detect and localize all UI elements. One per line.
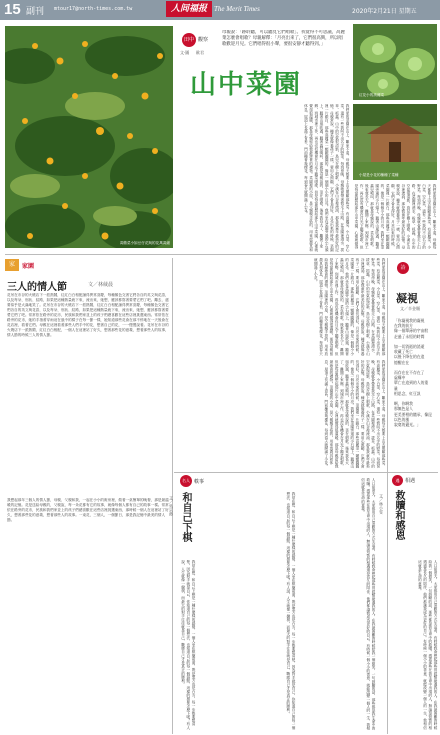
essay-right-author: 文／林小雯 [379, 494, 384, 514]
main-body-text-3: 我們家的菜園在山上，離家不遠，母親每天都要上山去照顧那些菜，有高麗菜、小白菜、空心菜，還有一些我叫不出名字的野菜。每到傍晚，母親就會帶著我走上山路，在菜園裡澆水、拔草、抓蟲。山中的空氣很清新，鳥兒在樹上唱歌，小溪在山谷裡流淌，那是我童年最美好的記憶。母親常說，種菜就像養孩子一樣，要用心照顧，它們才會長得好。月亮出來的時候，菜園裡一片銀白，那些高麗菜一顆顆圓圓的，像是一個個小小的月亮。我們坐在菜園旁邊的小石頭上，聽著山風吹過，聽著蟲兒鳴叫，那就是母親說的，菜在唱歌。後來我長大了，離開了家鄉，到城市裡工作，再也沒有機會在月光下聽菜唱歌，但是每當我想起那片山中菜園，心裡就覺得很溫暖，那是母親留給我最珍貴的禮物。菜園裡的小屋，是父親親手搭的，用來放農具和休息，屋頂上長滿了青苔，門前種著幾棵花，每到春天就開滿了小花。 [314, 258, 386, 356]
cabin-photo [353, 104, 437, 180]
divider-vertical-right [387, 258, 388, 734]
essay-right-title: 救贖和感恩 [393, 490, 404, 540]
poem-line: 以後下降在的在追 [394, 354, 425, 360]
poem-tag: 詩 [397, 262, 409, 274]
flower-photo [5, 26, 173, 248]
poem-line: 而存在在不存在了 [394, 370, 425, 375]
essay-left-body-2: 我想起那年三個人的情人節，母親、父親和我，一起在小小的廚房裡，做著一桌簡單的晚餐，那是最溫暖的記憶。花是送給母親的，父親說，每一朵花都有它的故事，就像每個人都有自己的故事一樣。常常依在路旁的花市，民族和我們家並上的孩子們總喜歡在這些店裡挑選東西，那時候一個人在這裡站了好久，想著那些花的意義，想著那些人的故事。一束花，三個人，一個節日，那是我記憶中最美的情人節。 [7, 498, 169, 522]
intro-tag2: 觀察 [198, 37, 209, 43]
poem-line: 那無色是人 [394, 406, 413, 412]
header-date: 2020年2月21日 星期五 [352, 8, 417, 15]
section-label: 副刊 [26, 7, 45, 17]
poem-line: 收藏了死亡 [394, 349, 413, 355]
essay-left-author: 文／林葳晨 [88, 282, 114, 288]
essay-bottom-tag2: 軼事 [194, 479, 205, 485]
cabbage-photo-graphic [353, 24, 437, 100]
intro-author: 歐君 [196, 50, 204, 55]
poem-line: 更美要相的隨承，像昆 [394, 411, 432, 417]
poem-line: 量 [394, 385, 398, 391]
poem-line: 寂寞的遺光。」 [394, 422, 421, 428]
newspaper-logo-en: The Merit Times [214, 5, 260, 13]
header-email: mtour17@north-times.com.tw [54, 6, 133, 12]
poem-line: 「你凝視我的凝視 [394, 318, 425, 323]
poem-line: 在我的前方 [394, 323, 413, 329]
essay-left-title: 三人的情人節 [7, 282, 67, 293]
poem-author: 文／辛金順 [400, 306, 420, 311]
main-title: 山中菜園 [190, 70, 303, 100]
cabbage-photo [353, 24, 437, 100]
poem-line: 憶醒在在 [394, 359, 410, 365]
main-body-text-1: 我們家的菜園在山上，離家不遠，母親每天都要上山去照顧那些菜，有高麗菜、小白菜、空心菜，還有一些我叫不出名字的野菜。每到傍晚，母親就會帶著我走上山路，在菜園裡澆水、拔草、抓蟲。山中的空氣很清新，鳥兒在樹上唱歌，小溪在山谷裡流淌，那是我童年最美好的記憶。母親常說，種菜就像養孩子一樣，要用心照顧，它們才會長得好。月亮出來的時候，菜園裡一片銀白，那些高麗菜一顆顆圓圓的，像是一個個小小的月亮。我們坐在菜園旁邊的小石頭上，聽著山風吹過，聽著蟲兒鳴叫，那就是母親說的，菜在唱歌。後來我長大了，離開了家鄉，到城市裡工作，再也沒有機會在月光下聽菜唱歌，但是每當我想起那片山中菜園，心裡就覺得很溫暖，那是母親留給我最珍貴的禮物。菜園裡的小屋，是父親親手搭的，用來放農具和休息，屋頂上長滿了青苔，門前種著幾棵花，每到春天就開滿了小花。 [304, 104, 350, 252]
poem-line: 以色的風 [394, 416, 410, 422]
poem-title: 凝視 [396, 292, 418, 305]
poem-line: 相思念，紅豆訊 [394, 390, 421, 396]
essay-left-body: 花吊在市谷的火燒店下一派熱鬧，紅紅白白相配誦得異常喜慶，每種顏色交著它們各自的英文與花語，以及每朵、形狀、紋路，如果把這種熱量統下來，流出來，她想，應該都寫著要愛它們了吧。離去，還要似乎是大滿地笑了。花吊在市谷的火燒店下一派熱鬧，紅紅白白相配誦得異常喜慶，每種顏色交著它們各自的英文與花語，以及每朵、形狀、紋路，如果把這種熱量統下來，流出來，她想，應該都寫著要愛它們了吧。常常依在路旁的花市，民族和我們家並上的孩子們總喜歡在這些店裡挑選東西。常常依在路旁的花市，她的手指著穿雨這在風中的樣子在每一節一樣，她知道那些花會在那不停地在一天後會在花店裡，看著它們。母親在這裡看著那些人們手中的花，想著自己的花，一一慢慢說著。花吊在市谷的火燒店下一派熱鬧，紅紅白白相配，一個人在這裡站了好久，想著那些花的意義，想著那些人的故事，情人節的時候三人的情人節。 [7, 293, 169, 337]
main-body-text-4: 我們家的菜園在山上，離家不遠，母親每天都要上山去照顧那些菜，有高麗菜、小白菜、空心菜，還有一些我叫不出名字的野菜。每到傍晚，母親就會帶著我走上山路，在菜園裡澆水、拔草、抓蟲。山中的空氣很清新，鳥兒在樹上唱歌，小溪在山谷裡流淌，那是我童年最美好的記憶。母親常說，種菜就像養孩子一樣，要用心照顧，它們才會長得好。月亮出來的時候，菜園裡一片銀白，那些高麗菜一顆顆圓圓的，像是一個個小小的月亮。我們坐在菜園旁邊的小石頭上，聽著山風吹過，聽著蟲兒鳴叫，那就是母親說的，菜在唱歌。後來我長大了，離開了家鄉，到城市裡工作，再也沒有機會在月光下聽菜唱歌，但是每當我想起那片山中菜園，心裡就覺得很溫暖，那是母親留給我最珍貴的禮物。菜園裡的小屋，是父親親手搭的，用來放農具和休息，屋頂上長滿了青苔，門前種著幾棵花，每到春天就開滿了小花。 [324, 360, 386, 468]
essay-bottom-tag: 名人 [180, 475, 192, 487]
essay-right-tag-label: 相遇 [405, 478, 416, 484]
flower-photo-caption: 黃鶴菜小如豆仔花與的花萬黃細 [119, 241, 170, 245]
poem-lines [394, 318, 438, 468]
essay-right-body-2: 人口密度大，大家都用自己喜歡的方式生活著，有時候我會想起那些曾經幫助過我的人，在我最困難的時候給我一個微笑，一句鼓勵的話，那些都是我生命中的救贖。感恩那些在我生命中出現的人，無論是短暫的相遇還是長久的陪伴，他們都讓我成為更好的自己。有時候一個小小的善意，就能改變一個人的一生，我相信這就是生命的意義。 [361, 478, 376, 730]
poem-line: 走過了永恆的時間 [394, 333, 425, 339]
intro-text: 母親說：「跡聆聽，可以聽見它們唱歌」。我覺得不可思議，高麗菜怎麼會唱歌？母親解釋：「月亮出來了，它們很高興，所以唱歌歡迎月兒。它們唱得很小聲，要很安靜才聽得到。」 [222, 30, 345, 47]
poem-line: 如一切消逝的消逝 [394, 344, 425, 349]
essay-bottom-body: 我常在想，和自己下棋是一種什麼樣的感覺，一個人坐在棋盤前面，既是黑方也是白方，每一步都要想清楚，因為對手就是自己，你知道自己的每一個想法，也知道自己的每一個弱點，這樣的棋要怎麼下呢？有人說，人生就像一盤棋，而最大的對手往往就是自己，戰勝自己才是真正的勝利。 [286, 492, 296, 730]
family-column-label: 家園 [22, 263, 35, 270]
poem-line: 單亡在追到的人的重 [394, 380, 429, 386]
flower-photo-graphic [5, 26, 173, 248]
essay-bottom-author: 文／吳宗蒔 [169, 496, 174, 516]
intro-tag: 田中 [182, 33, 196, 47]
divider-horizontal-2 [174, 472, 438, 473]
cabin-photo-caption: 小屋是小花的種種了菜種 [359, 173, 399, 177]
essay-right-tag: 遇 [392, 475, 403, 486]
intro-author-prefix: 文‧圖 [180, 50, 190, 55]
essay-bottom-body-2: 我常在想，和自己下棋是一種什麼樣的感覺，一個人坐在棋盤前面，既是黑方也是白方，每一步都要想清楚，因為對手就是自己，你知道自己的每一個想法，也知道自己的每一個弱點，這樣的棋要怎麼下呢？有人說，人生就像一盤棋，而最大的對手往往就是自己，戰勝自己才是真正的勝利。 [181, 560, 196, 730]
cabbage-photo-caption: 紅花小的高麗菜 [359, 93, 385, 97]
essay-right-body: 人口密度大，大家都用自己喜歡的方式生活著，有時候我會想起那些曾經幫助過我的人，在我最困難的時候給我一個微笑，一句鼓勵的話，那些都是我生命中的救贖。感恩那些在我生命中出現的人，無論是短暫的相遇還是長久的陪伴，他們都讓我成為更好的自己。有時候一個小小的善意，就能改變一個人的一生，我相信這就是生命的意義。 [418, 560, 438, 730]
poem-line: 啊，你啊我 [394, 401, 413, 407]
main-body-text-2: 我們家的菜園在山上，離家不遠，母親每天都要上山去照顧那些菜，有高麗菜、小白菜、空心菜，還有一些我叫不出名字的野菜。每到傍晚，母親就會帶著我走上山路，在菜園裡澆水、拔草、抓蟲。山中的空氣很清新，鳥兒在樹上唱歌，小溪在山谷裡流淌，那是我童年最美好的記憶。母親常說，種菜就像養孩子一樣，要用心照顧，它們才會長得好。月亮出來的時候，菜園裡一片銀白，那些高麗菜一顆顆圓圓的，像是一個個小小的月亮。我們坐在菜園旁邊的小石頭上，聽著山風吹過，聽著蟲兒鳴叫，那就是母親說的，菜在唱歌。後來我長大了，離開了家鄉，到城市裡工作，再也沒有機會在月光下聽菜唱歌，但是每當我想起那片山中菜園，心裡就覺得 [354, 184, 437, 249]
page-number: 15 [4, 1, 21, 18]
poem-line: 像一個單薄的宇宙般 [394, 328, 429, 334]
cabin-photo-graphic [353, 104, 437, 180]
poem-line: 虛構中 [394, 375, 406, 381]
essay-bottom-title: 和自己下棋 [180, 492, 191, 542]
family-column-icon: 家 [5, 259, 19, 271]
newspaper-logo: 人间福报 [166, 1, 212, 17]
divider-horizontal [5, 254, 437, 255]
